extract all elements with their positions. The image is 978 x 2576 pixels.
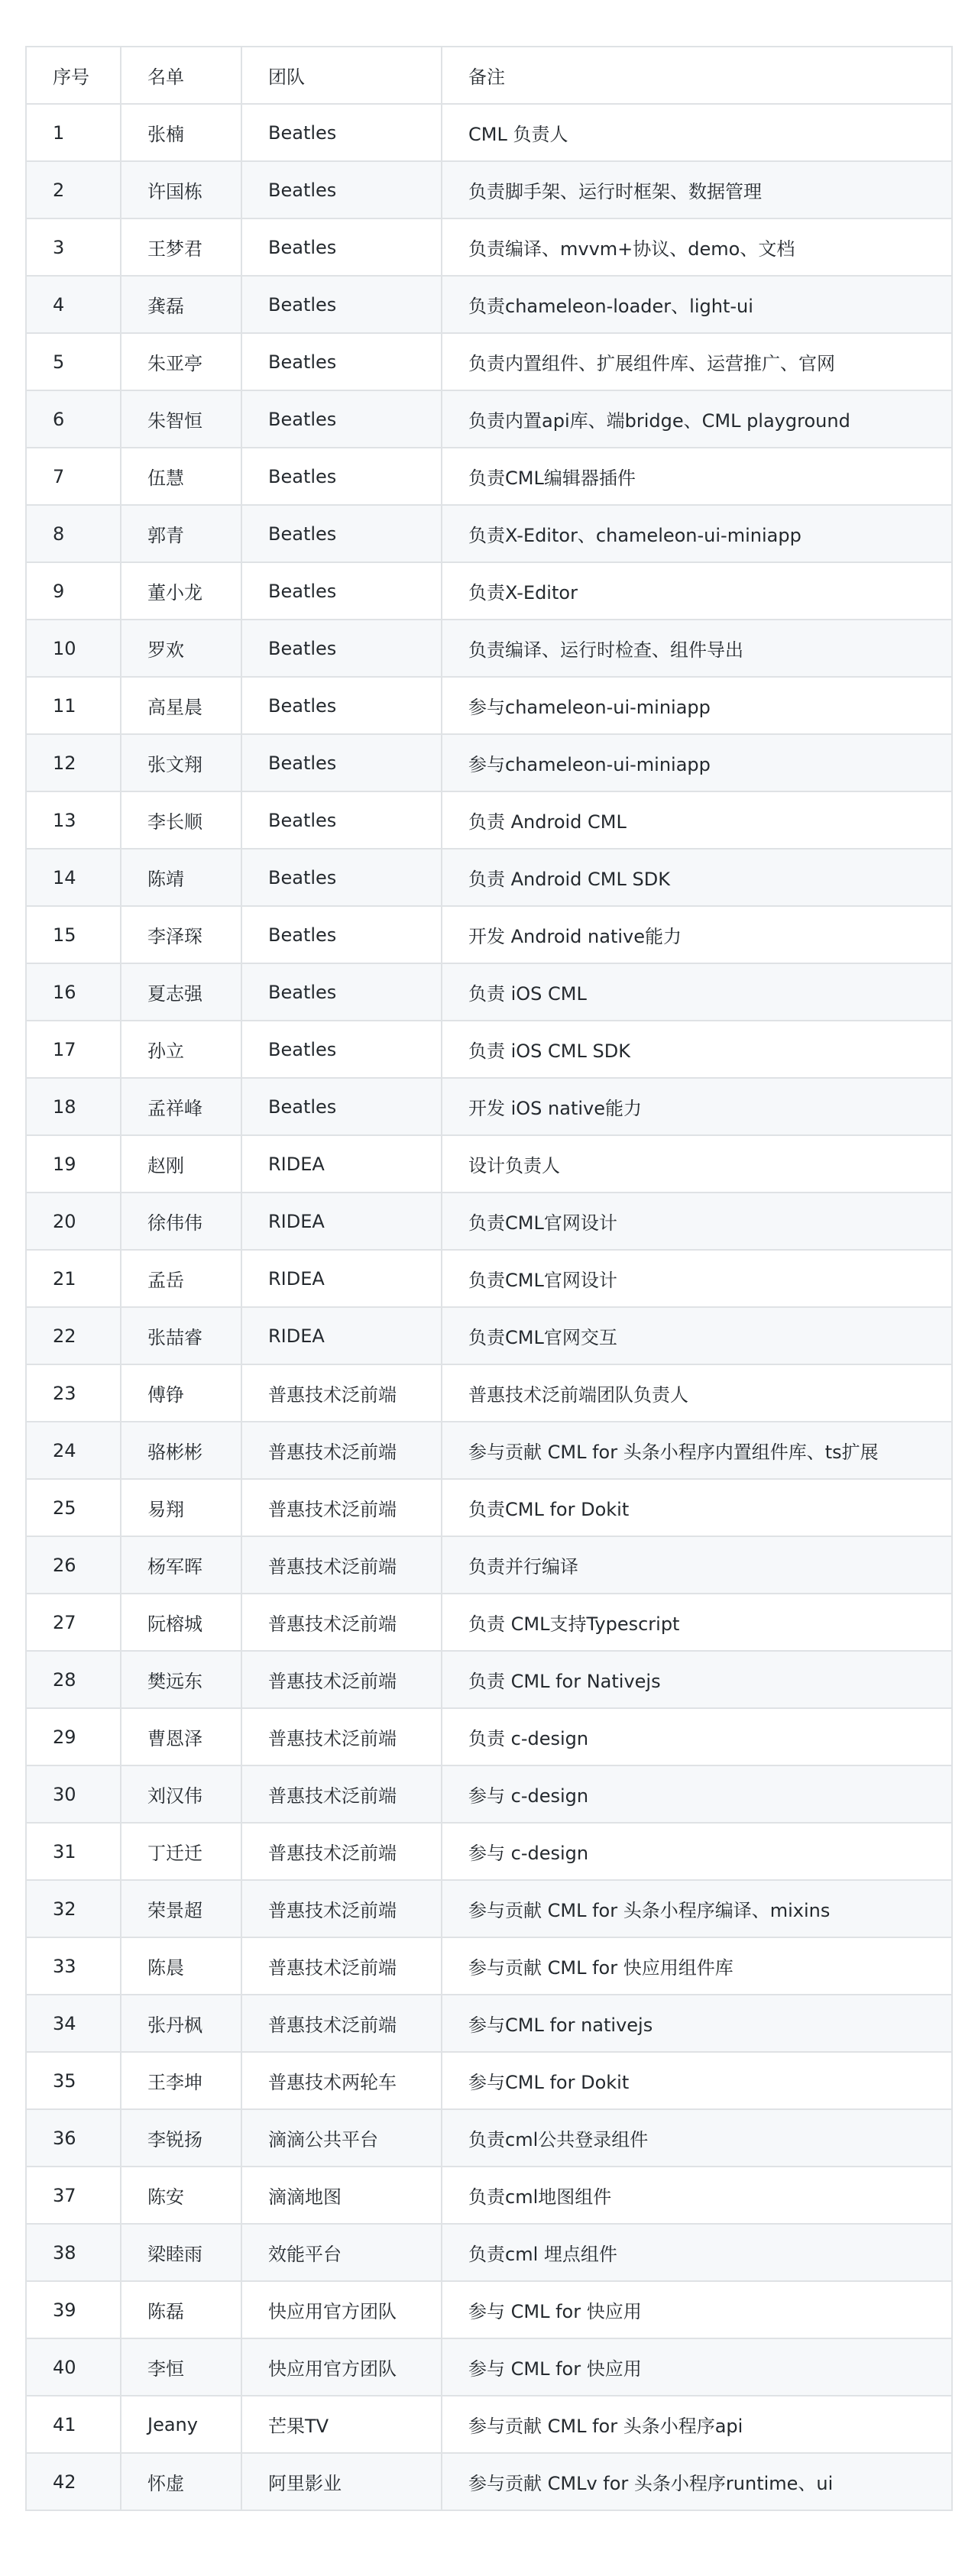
cell-team: 快应用官方团队 xyxy=(241,2338,442,2396)
cell-name: 李锐扬 xyxy=(121,2109,241,2167)
cell-name: 樊远东 xyxy=(121,1651,241,1708)
table-header-row xyxy=(26,47,952,104)
table-row xyxy=(26,1651,952,1708)
cell-note: 参与chameleon-ui-miniapp xyxy=(442,677,952,734)
cell-index: 27 xyxy=(26,1594,121,1651)
table-row xyxy=(26,2109,952,2167)
cell-note: 负责 iOS CML xyxy=(442,963,952,1021)
header-note: 备注 xyxy=(442,47,952,104)
table-row xyxy=(26,218,952,276)
cell-note: 负责脚手架、运行时框架、数据管理 xyxy=(442,161,952,218)
cell-team: 滴滴公共平台 xyxy=(241,2109,442,2167)
cell-name: 伍慧 xyxy=(121,448,241,505)
cell-name: 陈晨 xyxy=(121,1937,241,1995)
header-name: 名单 xyxy=(121,47,241,104)
cell-team: Beatles xyxy=(241,218,442,276)
table-row xyxy=(26,448,952,505)
table-row xyxy=(26,677,952,734)
table-row xyxy=(26,1937,952,1995)
table-row xyxy=(26,2453,952,2510)
cell-name: 夏志强 xyxy=(121,963,241,1021)
cell-index: 17 xyxy=(26,1021,121,1078)
cell-name: 孟岳 xyxy=(121,1250,241,1307)
cell-name: Jeany xyxy=(121,2396,241,2453)
header-index: 序号 xyxy=(26,47,121,104)
table-row xyxy=(26,1364,952,1422)
cell-index: 4 xyxy=(26,276,121,333)
table-row xyxy=(26,1307,952,1364)
cell-note: 负责 Android CML xyxy=(442,791,952,849)
cell-index: 15 xyxy=(26,906,121,963)
cell-note: 参与贡献 CML for 头条小程序内置组件库、ts扩展 xyxy=(442,1422,952,1479)
cell-index: 32 xyxy=(26,1880,121,1937)
cell-index: 6 xyxy=(26,390,121,448)
cell-index: 9 xyxy=(26,562,121,620)
cell-name: 董小龙 xyxy=(121,562,241,620)
cell-note: 参与贡献 CML for 头条小程序api xyxy=(442,2396,952,2453)
cell-note: 参与贡献 CML for 头条小程序编译、mixins xyxy=(442,1880,952,1937)
cell-name: 骆彬彬 xyxy=(121,1422,241,1479)
cell-name: 徐伟伟 xyxy=(121,1193,241,1250)
cell-index: 1 xyxy=(26,104,121,161)
table-row xyxy=(26,620,952,677)
cell-team: 普惠技术泛前端 xyxy=(241,1422,442,1479)
cell-note: 负责编译、运行时检查、组件导出 xyxy=(442,620,952,677)
table-row xyxy=(26,1536,952,1594)
cell-team: 普惠技术两轮车 xyxy=(241,2052,442,2109)
cell-note: 负责chameleon-loader、light-ui xyxy=(442,276,952,333)
cell-name: 郭青 xyxy=(121,505,241,562)
cell-team: 普惠技术泛前端 xyxy=(241,1364,442,1422)
cell-team: Beatles xyxy=(241,1078,442,1135)
cell-team: 普惠技术泛前端 xyxy=(241,1823,442,1880)
table-row xyxy=(26,1823,952,1880)
cell-index: 18 xyxy=(26,1078,121,1135)
cell-index: 30 xyxy=(26,1765,121,1823)
cell-note: 负责内置组件、扩展组件库、运营推广、官网 xyxy=(442,333,952,390)
table-row xyxy=(26,1250,952,1307)
cell-note: 负责CML官网设计 xyxy=(442,1250,952,1307)
cell-note: 负责CML官网设计 xyxy=(442,1193,952,1250)
cell-name: 龚磊 xyxy=(121,276,241,333)
cell-note: 负责 Android CML SDK xyxy=(442,849,952,906)
cell-team: Beatles xyxy=(241,448,442,505)
cell-index: 11 xyxy=(26,677,121,734)
cell-team: Beatles xyxy=(241,734,442,791)
cell-note: 负责 CML支持Typescript xyxy=(442,1594,952,1651)
cell-index: 2 xyxy=(26,161,121,218)
table-row xyxy=(26,104,952,161)
cell-team: Beatles xyxy=(241,390,442,448)
cell-team: 普惠技术泛前端 xyxy=(241,1880,442,1937)
cell-index: 19 xyxy=(26,1135,121,1193)
contributors-table-container xyxy=(25,46,951,2511)
cell-name: 张文翔 xyxy=(121,734,241,791)
cell-note: 参与 CML for 快应用 xyxy=(442,2338,952,2396)
cell-name: 荣景超 xyxy=(121,1880,241,1937)
table-row xyxy=(26,1995,952,2052)
cell-note: 参与chameleon-ui-miniapp xyxy=(442,734,952,791)
cell-team: Beatles xyxy=(241,562,442,620)
cell-index: 34 xyxy=(26,1995,121,2052)
cell-note: 参与贡献 CMLv for 头条小程序runtime、ui xyxy=(442,2453,952,2510)
table-row xyxy=(26,1479,952,1536)
cell-index: 25 xyxy=(26,1479,121,1536)
table-row xyxy=(26,1880,952,1937)
cell-name: 丁迁迁 xyxy=(121,1823,241,1880)
table-row xyxy=(26,1135,952,1193)
cell-name: 张丹枫 xyxy=(121,1995,241,2052)
cell-note: 负责编译、mvvm+协议、demo、文档 xyxy=(442,218,952,276)
cell-note: 参与贡献 CML for 快应用组件库 xyxy=(442,1937,952,1995)
cell-team: Beatles xyxy=(241,906,442,963)
table-row xyxy=(26,2167,952,2224)
cell-note: 负责 c-design xyxy=(442,1708,952,1765)
cell-index: 37 xyxy=(26,2167,121,2224)
cell-index: 31 xyxy=(26,1823,121,1880)
cell-index: 26 xyxy=(26,1536,121,1594)
table-row xyxy=(26,1078,952,1135)
cell-note: 负责cml 埋点组件 xyxy=(442,2224,952,2281)
table-row xyxy=(26,276,952,333)
cell-index: 20 xyxy=(26,1193,121,1250)
cell-team: 普惠技术泛前端 xyxy=(241,1995,442,2052)
cell-name: 怀虚 xyxy=(121,2453,241,2510)
cell-note: 开发 iOS native能力 xyxy=(442,1078,952,1135)
table-row xyxy=(26,333,952,390)
cell-index: 14 xyxy=(26,849,121,906)
header-team: 团队 xyxy=(241,47,442,104)
cell-team: 阿里影业 xyxy=(241,2453,442,2510)
cell-name: 陈安 xyxy=(121,2167,241,2224)
cell-name: 王梦君 xyxy=(121,218,241,276)
cell-index: 38 xyxy=(26,2224,121,2281)
cell-name: 孟祥峰 xyxy=(121,1078,241,1135)
table-body xyxy=(26,104,952,2510)
table-row xyxy=(26,1021,952,1078)
cell-name: 易翔 xyxy=(121,1479,241,1536)
table-row xyxy=(26,791,952,849)
cell-index: 23 xyxy=(26,1364,121,1422)
cell-index: 41 xyxy=(26,2396,121,2453)
cell-name: 李长顺 xyxy=(121,791,241,849)
cell-team: Beatles xyxy=(241,161,442,218)
cell-team: RIDEA xyxy=(241,1250,442,1307)
table-row xyxy=(26,1594,952,1651)
cell-team: 普惠技术泛前端 xyxy=(241,1708,442,1765)
cell-team: Beatles xyxy=(241,505,442,562)
cell-note: 普惠技术泛前端团队负责人 xyxy=(442,1364,952,1422)
cell-name: 傅铮 xyxy=(121,1364,241,1422)
table-row xyxy=(26,2396,952,2453)
cell-note: 负责并行编译 xyxy=(442,1536,952,1594)
cell-note: 参与 c-design xyxy=(442,1823,952,1880)
table-row xyxy=(26,963,952,1021)
cell-index: 35 xyxy=(26,2052,121,2109)
cell-index: 12 xyxy=(26,734,121,791)
cell-note: 负责 iOS CML SDK xyxy=(442,1021,952,1078)
cell-team: 滴滴地图 xyxy=(241,2167,442,2224)
cell-name: 高星晨 xyxy=(121,677,241,734)
cell-team: Beatles xyxy=(241,849,442,906)
cell-index: 36 xyxy=(26,2109,121,2167)
table-row xyxy=(26,849,952,906)
cell-note: 参与 CML for 快应用 xyxy=(442,2281,952,2338)
cell-note: 负责CML for Dokit xyxy=(442,1479,952,1536)
cell-note: 参与 c-design xyxy=(442,1765,952,1823)
contributors-table xyxy=(25,46,953,2511)
table-row xyxy=(26,2052,952,2109)
cell-index: 21 xyxy=(26,1250,121,1307)
cell-name: 杨军晖 xyxy=(121,1536,241,1594)
cell-name: 朱亚亭 xyxy=(121,333,241,390)
cell-team: Beatles xyxy=(241,276,442,333)
table-row xyxy=(26,1193,952,1250)
cell-name: 李泽琛 xyxy=(121,906,241,963)
cell-team: Beatles xyxy=(241,963,442,1021)
cell-note: 参与CML for Dokit xyxy=(442,2052,952,2109)
cell-index: 10 xyxy=(26,620,121,677)
cell-team: Beatles xyxy=(241,333,442,390)
cell-index: 39 xyxy=(26,2281,121,2338)
cell-name: 梁睦雨 xyxy=(121,2224,241,2281)
cell-name: 陈磊 xyxy=(121,2281,241,2338)
cell-team: 普惠技术泛前端 xyxy=(241,1937,442,1995)
cell-team: 普惠技术泛前端 xyxy=(241,1479,442,1536)
cell-note: 负责 CML for Nativejs xyxy=(442,1651,952,1708)
cell-team: RIDEA xyxy=(241,1307,442,1364)
cell-name: 张楠 xyxy=(121,104,241,161)
cell-index: 42 xyxy=(26,2453,121,2510)
table-row xyxy=(26,906,952,963)
cell-team: Beatles xyxy=(241,1021,442,1078)
cell-name: 陈靖 xyxy=(121,849,241,906)
cell-team: Beatles xyxy=(241,104,442,161)
cell-name: 赵刚 xyxy=(121,1135,241,1193)
cell-name: 张喆睿 xyxy=(121,1307,241,1364)
cell-note: 参与CML for nativejs xyxy=(442,1995,952,2052)
table-row xyxy=(26,505,952,562)
cell-index: 40 xyxy=(26,2338,121,2396)
cell-index: 33 xyxy=(26,1937,121,1995)
cell-team: 普惠技术泛前端 xyxy=(241,1765,442,1823)
cell-note: 负责X-Editor xyxy=(442,562,952,620)
cell-index: 3 xyxy=(26,218,121,276)
cell-index: 22 xyxy=(26,1307,121,1364)
cell-team: Beatles xyxy=(241,791,442,849)
cell-name: 曹恩泽 xyxy=(121,1708,241,1765)
table-row xyxy=(26,390,952,448)
cell-note: 负责cml地图组件 xyxy=(442,2167,952,2224)
cell-team: Beatles xyxy=(241,677,442,734)
table-row xyxy=(26,1708,952,1765)
table-row xyxy=(26,1422,952,1479)
cell-index: 7 xyxy=(26,448,121,505)
table-row xyxy=(26,734,952,791)
cell-note: 负责X-Editor、chameleon-ui-miniapp xyxy=(442,505,952,562)
table-row xyxy=(26,161,952,218)
cell-note: 负责CML官网交互 xyxy=(442,1307,952,1364)
cell-name: 罗欢 xyxy=(121,620,241,677)
cell-name: 王李坤 xyxy=(121,2052,241,2109)
cell-index: 8 xyxy=(26,505,121,562)
cell-note: 负责cml公共登录组件 xyxy=(442,2109,952,2167)
cell-index: 29 xyxy=(26,1708,121,1765)
table-row xyxy=(26,2338,952,2396)
cell-note: CML 负责人 xyxy=(442,104,952,161)
cell-team: 普惠技术泛前端 xyxy=(241,1594,442,1651)
cell-name: 刘汉伟 xyxy=(121,1765,241,1823)
table-row xyxy=(26,2281,952,2338)
cell-team: 效能平台 xyxy=(241,2224,442,2281)
cell-team: RIDEA xyxy=(241,1193,442,1250)
cell-name: 李恒 xyxy=(121,2338,241,2396)
cell-index: 28 xyxy=(26,1651,121,1708)
cell-name: 许国栋 xyxy=(121,161,241,218)
cell-index: 5 xyxy=(26,333,121,390)
cell-name: 孙立 xyxy=(121,1021,241,1078)
cell-index: 24 xyxy=(26,1422,121,1479)
cell-note: 负责内置api库、端bridge、CML playground xyxy=(442,390,952,448)
table-row xyxy=(26,2224,952,2281)
cell-team: 芒果TV xyxy=(241,2396,442,2453)
table-row xyxy=(26,1765,952,1823)
cell-note: 设计负责人 xyxy=(442,1135,952,1193)
cell-note: 开发 Android native能力 xyxy=(442,906,952,963)
cell-team: Beatles xyxy=(241,620,442,677)
cell-note: 负责CML编辑器插件 xyxy=(442,448,952,505)
table-row xyxy=(26,562,952,620)
cell-name: 朱智恒 xyxy=(121,390,241,448)
cell-team: 普惠技术泛前端 xyxy=(241,1536,442,1594)
cell-team: RIDEA xyxy=(241,1135,442,1193)
cell-index: 13 xyxy=(26,791,121,849)
cell-index: 16 xyxy=(26,963,121,1021)
cell-team: 普惠技术泛前端 xyxy=(241,1651,442,1708)
cell-team: 快应用官方团队 xyxy=(241,2281,442,2338)
cell-name: 阮榕城 xyxy=(121,1594,241,1651)
